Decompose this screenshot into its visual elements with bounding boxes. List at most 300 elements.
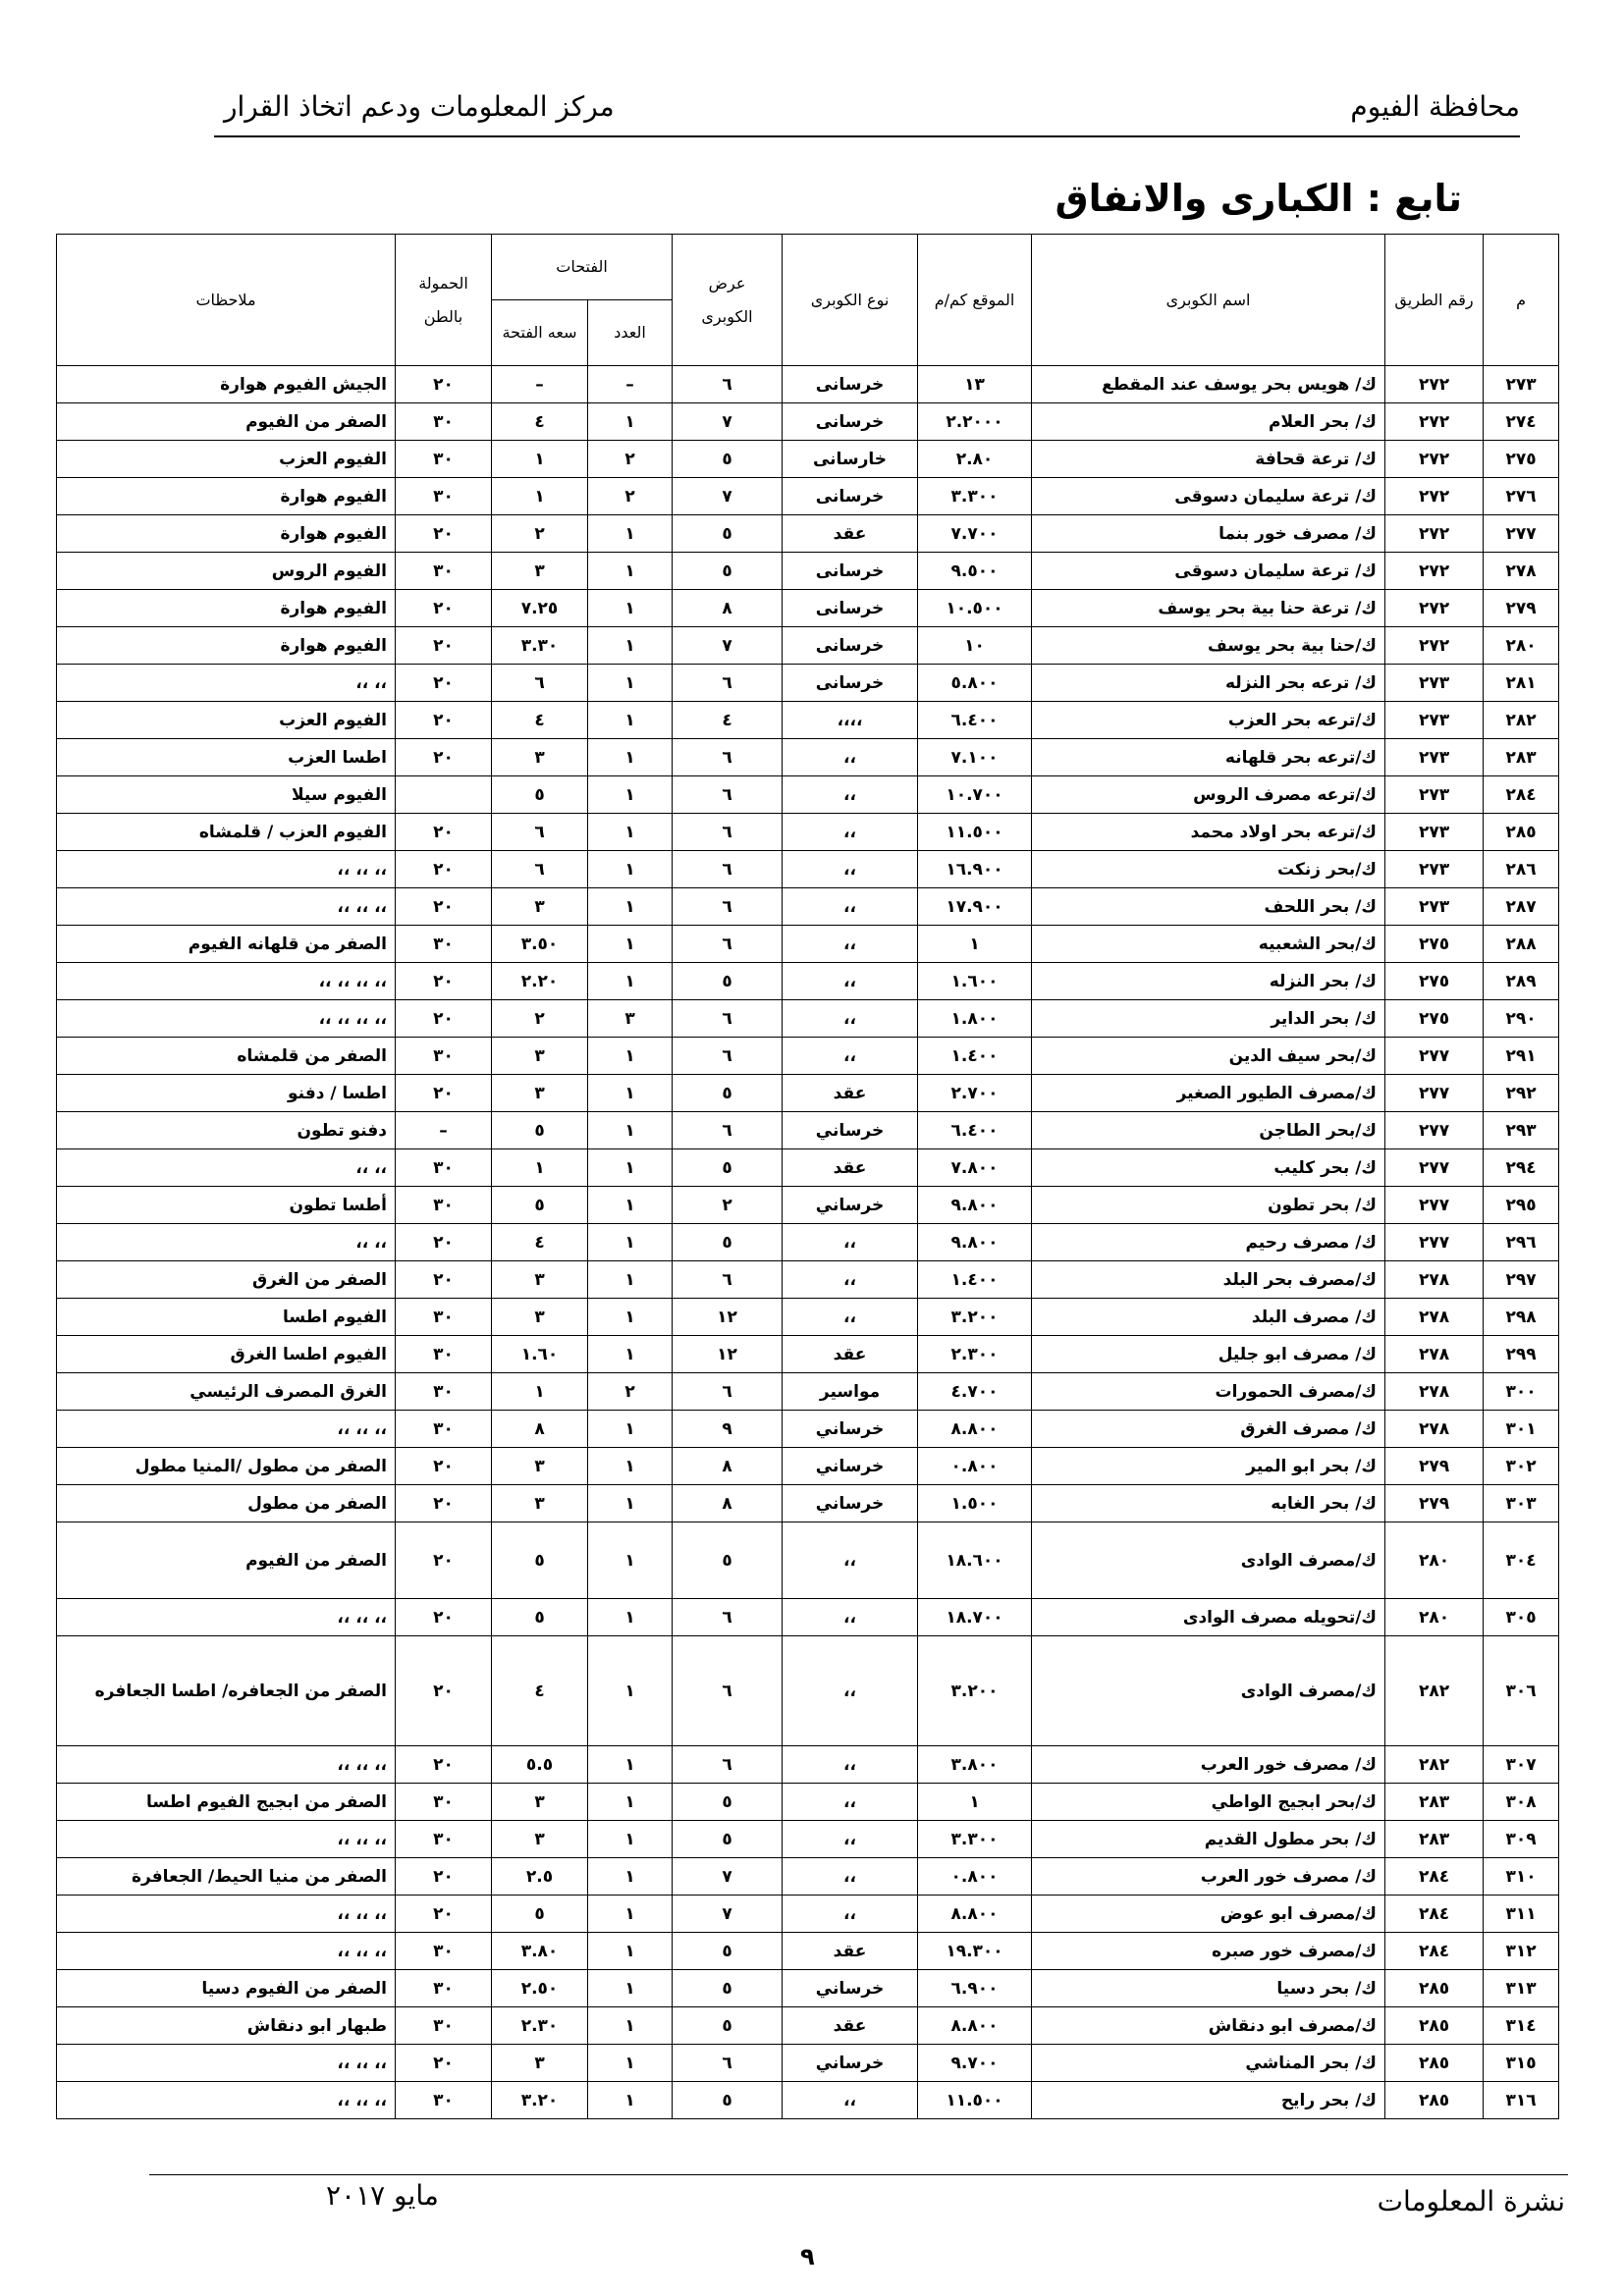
- cell-count: ١: [588, 665, 673, 702]
- cell-road: ٢٧٧: [1385, 1187, 1484, 1224]
- cell-location: ٦.٤٠٠: [918, 702, 1032, 739]
- cell-width: ٥: [673, 1149, 783, 1187]
- cell-road: ٢٧٣: [1385, 739, 1484, 776]
- cell-name: ك/ مصرف رحيم: [1032, 1224, 1385, 1261]
- cell-location: ٠.٨٠٠: [918, 1858, 1032, 1896]
- cell-count: ٢: [588, 478, 673, 515]
- cell-name: ك/ بحر اللحف: [1032, 888, 1385, 926]
- cell-notes: أطسا تطون: [57, 1187, 396, 1224]
- cell-width: ٥: [673, 963, 783, 1000]
- cell-road: ٢٧٥: [1385, 1000, 1484, 1038]
- cell-count: ٢: [588, 441, 673, 478]
- table-row: [57, 814, 1559, 851]
- cell-count: ١: [588, 1261, 673, 1299]
- cell-opening-width: ٥: [492, 1522, 588, 1599]
- cell-type: ،،: [783, 739, 918, 776]
- cell-load: ٢٠: [396, 1599, 492, 1636]
- cell-load: ٢٠: [396, 888, 492, 926]
- footer-bulletin-name: نشرة المعلومات: [1377, 2185, 1565, 2217]
- cell-opening-width: ٣: [492, 1821, 588, 1858]
- table-row: [57, 1933, 1559, 1970]
- table-row: [57, 1522, 1559, 1599]
- cell-load: ٢٠: [396, 515, 492, 553]
- cell-width: ٦: [673, 814, 783, 851]
- cell-road: ٢٧٧: [1385, 1038, 1484, 1075]
- cell-name: ك/ مصرف ابو جليل: [1032, 1336, 1385, 1373]
- cell-notes: الغرق المصرف الرئيسي: [57, 1373, 396, 1411]
- cell-name: ك/ مصرف خور العرب: [1032, 1746, 1385, 1784]
- table-row: [57, 1373, 1559, 1411]
- cell-road: ٢٧٩: [1385, 1485, 1484, 1522]
- cell-width: ٥: [673, 1224, 783, 1261]
- cell-notes: الصفر من مطول /المنيا مطول: [57, 1448, 396, 1485]
- cell-location: ١٠.٥٠٠: [918, 590, 1032, 627]
- cell-road: ٢٧٧: [1385, 1112, 1484, 1149]
- cell-width: ٥: [673, 2007, 783, 2045]
- cell-road: ٢٧٣: [1385, 851, 1484, 888]
- cell-notes: الصفر من ابجيج الفيوم اطسا: [57, 1784, 396, 1821]
- cell-opening-width: ٢: [492, 1000, 588, 1038]
- cell-name: ك/ بحر مطول القديم: [1032, 1821, 1385, 1858]
- cell-m: ٢٩٥: [1484, 1187, 1559, 1224]
- cell-location: ١: [918, 1784, 1032, 1821]
- cell-type: خرسانى: [783, 553, 918, 590]
- cell-road: ٢٨٤: [1385, 1858, 1484, 1896]
- cell-name: ك/ بحر رايح: [1032, 2082, 1385, 2119]
- cell-opening-width: ٣: [492, 2045, 588, 2082]
- cell-type: عقد: [783, 1149, 918, 1187]
- cell-opening-width: ٥: [492, 1112, 588, 1149]
- cell-load: ٢٠: [396, 590, 492, 627]
- cell-road: ٢٨٥: [1385, 1970, 1484, 2007]
- cell-width: ٢: [673, 1187, 783, 1224]
- cell-notes: الفيوم هوارة: [57, 627, 396, 665]
- cell-load: ٢٠: [396, 1858, 492, 1896]
- cell-location: ٨.٨٠٠: [918, 1896, 1032, 1933]
- cell-m: ٢٩٤: [1484, 1149, 1559, 1187]
- cell-name: ك/مصرف ابو دنقاش: [1032, 2007, 1385, 2045]
- cell-location: ٤.٧٠٠: [918, 1373, 1032, 1411]
- cell-notes: الصفر من مطول: [57, 1485, 396, 1522]
- cell-location: ١٠: [918, 627, 1032, 665]
- cell-load: –: [396, 1112, 492, 1149]
- cell-name: ك/بحر ابجيج الواطي: [1032, 1784, 1385, 1821]
- table-row: [57, 1224, 1559, 1261]
- cell-name: ك/حنا بية بحر يوسف: [1032, 627, 1385, 665]
- table-row: [57, 1187, 1559, 1224]
- cell-road: ٢٧٨: [1385, 1336, 1484, 1373]
- cell-road: ٢٨٢: [1385, 1746, 1484, 1784]
- cell-width: ٥: [673, 1970, 783, 2007]
- cell-width: ٦: [673, 1373, 783, 1411]
- cell-count: ١: [588, 1522, 673, 1599]
- cell-m: ٢٩٨: [1484, 1299, 1559, 1336]
- cell-notes: ،، ،، ،، ،،: [57, 963, 396, 1000]
- table-row: [57, 1636, 1559, 1746]
- table-row: [57, 851, 1559, 888]
- cell-notes: الفيوم العزب: [57, 441, 396, 478]
- cell-load: ٢٠: [396, 627, 492, 665]
- cell-road: ٢٧٧: [1385, 1224, 1484, 1261]
- cell-m: ٣٠٤: [1484, 1522, 1559, 1599]
- cell-count: ١: [588, 1599, 673, 1636]
- cell-road: ٢٨٥: [1385, 2007, 1484, 2045]
- col-header-notes: ملاحظات: [57, 235, 396, 366]
- cell-road: ٢٨٣: [1385, 1784, 1484, 1821]
- cell-count: ١: [588, 1224, 673, 1261]
- cell-load: ٢٠: [396, 1000, 492, 1038]
- cell-m: ٢٨٠: [1484, 627, 1559, 665]
- cell-count: ١: [588, 2007, 673, 2045]
- cell-name: ك/مصرف خور صبره: [1032, 1933, 1385, 1970]
- cell-location: ٨.٨٠٠: [918, 2007, 1032, 2045]
- cell-m: ٢٨٧: [1484, 888, 1559, 926]
- cell-count: ١: [588, 1896, 673, 1933]
- cell-width: ٥: [673, 2082, 783, 2119]
- cell-type: خرسانى: [783, 590, 918, 627]
- cell-width: ٦: [673, 1599, 783, 1636]
- cell-notes: الفيوم سيلا: [57, 776, 396, 814]
- cell-count: ١: [588, 515, 673, 553]
- cell-location: ١.٤٠٠: [918, 1261, 1032, 1299]
- cell-notes: اطسا / دفنو: [57, 1075, 396, 1112]
- table-row: [57, 963, 1559, 1000]
- cell-road: ٢٧٢: [1385, 366, 1484, 403]
- cell-count: ١: [588, 814, 673, 851]
- cell-m: ٢٧٥: [1484, 441, 1559, 478]
- cell-m: ٣١٢: [1484, 1933, 1559, 1970]
- cell-m: ٢٧٦: [1484, 478, 1559, 515]
- cell-location: ٧.٨٠٠: [918, 1149, 1032, 1187]
- cell-name: ك/ بحر النزله: [1032, 963, 1385, 1000]
- cell-location: ٣.٢٠٠: [918, 1299, 1032, 1336]
- cell-notes: ،، ،،: [57, 1149, 396, 1187]
- table-row: [57, 2007, 1559, 2045]
- cell-opening-width: ١.٦٠: [492, 1336, 588, 1373]
- cell-opening-width: ٥: [492, 1187, 588, 1224]
- cell-location: ٨.٨٠٠: [918, 1411, 1032, 1448]
- cell-m: ٢٩٧: [1484, 1261, 1559, 1299]
- cell-notes: اطسا العزب: [57, 739, 396, 776]
- table-row: [57, 1784, 1559, 1821]
- cell-type: ،،: [783, 926, 918, 963]
- cell-road: ٢٧٣: [1385, 776, 1484, 814]
- cell-type: ،،: [783, 1599, 918, 1636]
- cell-m: ٢٩٣: [1484, 1112, 1559, 1149]
- cell-width: ٤: [673, 702, 783, 739]
- cell-notes: الصفر من الغرق: [57, 1261, 396, 1299]
- cell-load: ٣٠: [396, 1821, 492, 1858]
- cell-m: ٢٧٨: [1484, 553, 1559, 590]
- cell-road: ٢٧٣: [1385, 888, 1484, 926]
- cell-opening-width: ٣.٢٠: [492, 2082, 588, 2119]
- cell-notes: ،، ،، ،،: [57, 1411, 396, 1448]
- table-row: [57, 478, 1559, 515]
- cell-load: ٣٠: [396, 478, 492, 515]
- cell-location: ٦.٩٠٠: [918, 1970, 1032, 2007]
- cell-width: ٥: [673, 1821, 783, 1858]
- cell-type: عقد: [783, 1075, 918, 1112]
- cell-type: خرسانى: [783, 366, 918, 403]
- cell-count: ١: [588, 702, 673, 739]
- cell-notes: ،، ،، ،،: [57, 1896, 396, 1933]
- cell-m: ٢٨٦: [1484, 851, 1559, 888]
- cell-opening-width: ٤: [492, 702, 588, 739]
- cell-m: ٢٧٤: [1484, 403, 1559, 441]
- cell-notes: الفيوم العزب: [57, 702, 396, 739]
- cell-opening-width: ٣: [492, 1261, 588, 1299]
- cell-opening-width: ٣.٣٠: [492, 627, 588, 665]
- cell-location: ٦.٤٠٠: [918, 1112, 1032, 1149]
- table-row: [57, 1821, 1559, 1858]
- cell-name: ك/تحويله مصرف الوادى: [1032, 1599, 1385, 1636]
- cell-name: ك/ مصرف خور بنما: [1032, 515, 1385, 553]
- cell-name: ك/ترعه بحر اولاد محمد: [1032, 814, 1385, 851]
- cell-type: خرساني: [783, 1448, 918, 1485]
- cell-type: خرساني: [783, 2045, 918, 2082]
- cell-width: ٥: [673, 553, 783, 590]
- cell-type: خرسانى: [783, 478, 918, 515]
- cell-load: ٣٠: [396, 1149, 492, 1187]
- cell-width: ٦: [673, 851, 783, 888]
- cell-road: ٢٧٥: [1385, 926, 1484, 963]
- cell-opening-width: ٦: [492, 665, 588, 702]
- cell-name: ك/ مصرف البلد: [1032, 1299, 1385, 1336]
- cell-location: ٩.٥٠٠: [918, 553, 1032, 590]
- cell-type: مواسير: [783, 1373, 918, 1411]
- cell-notes: ،، ،، ،،: [57, 1933, 396, 1970]
- cell-location: ١٦.٩٠٠: [918, 851, 1032, 888]
- cell-count: ١: [588, 1448, 673, 1485]
- cell-count: ١: [588, 2082, 673, 2119]
- cell-m: ٣٠٦: [1484, 1636, 1559, 1746]
- cell-load: ٢٠: [396, 739, 492, 776]
- cell-load: ٣٠: [396, 403, 492, 441]
- cell-name: ك/مصرف الحمورات: [1032, 1373, 1385, 1411]
- cell-road: ٢٧٣: [1385, 814, 1484, 851]
- col-header-width: عرض الكوبرى: [673, 235, 783, 366]
- cell-count: ١: [588, 627, 673, 665]
- col-header-m: م: [1484, 235, 1559, 366]
- cell-width: ٦: [673, 665, 783, 702]
- cell-load: ٢٠: [396, 702, 492, 739]
- cell-width: ٥: [673, 1784, 783, 1821]
- page-number: ٩: [800, 2243, 815, 2270]
- cell-count: ١: [588, 1746, 673, 1784]
- cell-width: ٥: [673, 1075, 783, 1112]
- cell-name: ك/ مصرف خور العرب: [1032, 1858, 1385, 1896]
- cell-type: ،،،،: [783, 702, 918, 739]
- cell-location: ٢.٨٠: [918, 441, 1032, 478]
- cell-road: ٢٧٨: [1385, 1299, 1484, 1336]
- cell-name: ك/ بحر الداير: [1032, 1000, 1385, 1038]
- cell-type: ،،: [783, 1299, 918, 1336]
- cell-m: ٢٩٦: [1484, 1224, 1559, 1261]
- cell-location: ٩.٧٠٠: [918, 2045, 1032, 2082]
- cell-m: ٢٧٧: [1484, 515, 1559, 553]
- cell-count: ١: [588, 1149, 673, 1187]
- cell-type: ،،: [783, 963, 918, 1000]
- cell-location: ١: [918, 926, 1032, 963]
- table-row: [57, 1970, 1559, 2007]
- cell-type: ،،: [783, 1896, 918, 1933]
- cell-location: ١٠.٧٠٠: [918, 776, 1032, 814]
- cell-width: ٧: [673, 403, 783, 441]
- cell-name: ك/ ترعة حنا بية بحر يوسف: [1032, 590, 1385, 627]
- table-row: [57, 1896, 1559, 1933]
- cell-count: –: [588, 366, 673, 403]
- cell-notes: ،، ،، ،،: [57, 1599, 396, 1636]
- cell-notes: ،، ،، ،،: [57, 851, 396, 888]
- cell-type: ،،: [783, 851, 918, 888]
- cell-type: ،،: [783, 1784, 918, 1821]
- cell-width: ٦: [673, 2045, 783, 2082]
- cell-type: خرساني: [783, 1411, 918, 1448]
- cell-m: ٣٠٢: [1484, 1448, 1559, 1485]
- cell-width: ٦: [673, 1746, 783, 1784]
- cell-notes: الصفر من قلهانه الفيوم: [57, 926, 396, 963]
- cell-load: ٣٠: [396, 553, 492, 590]
- table-row: [57, 739, 1559, 776]
- cell-name: ك/ بحر ابو المير: [1032, 1448, 1385, 1485]
- cell-notes: الفيوم العزب / قلمشاه: [57, 814, 396, 851]
- cell-m: ٣١٣: [1484, 1970, 1559, 2007]
- cell-width: ٧: [673, 1858, 783, 1896]
- cell-notes: ،، ،،: [57, 665, 396, 702]
- cell-load: ٢٠: [396, 1896, 492, 1933]
- cell-opening-width: ٤: [492, 403, 588, 441]
- cell-width: ٩: [673, 1411, 783, 1448]
- cell-count: ١: [588, 553, 673, 590]
- cell-opening-width: ٥.٥: [492, 1746, 588, 1784]
- cell-width: ٦: [673, 1636, 783, 1746]
- cell-location: ٢.٢٠٠٠: [918, 403, 1032, 441]
- cell-road: ٢٧٢: [1385, 515, 1484, 553]
- cell-width: ٦: [673, 739, 783, 776]
- cell-location: ١.٨٠٠: [918, 1000, 1032, 1038]
- table-row: [57, 1485, 1559, 1522]
- cell-m: ٢٧٩: [1484, 590, 1559, 627]
- cell-type: ،،: [783, 1224, 918, 1261]
- cell-load: ٢٠: [396, 1448, 492, 1485]
- cell-load: ٢٠: [396, 851, 492, 888]
- cell-load: ٣٠: [396, 1970, 492, 2007]
- cell-location: ١٣: [918, 366, 1032, 403]
- cell-opening-width: ٣: [492, 1448, 588, 1485]
- cell-count: ١: [588, 1411, 673, 1448]
- cell-m: ٢٩٩: [1484, 1336, 1559, 1373]
- cell-width: ٥: [673, 1522, 783, 1599]
- cell-type: خرساني: [783, 1485, 918, 1522]
- cell-notes: الصفر من الجعافره/ اطسا الجعافره: [57, 1636, 396, 1746]
- cell-opening-width: ١: [492, 441, 588, 478]
- cell-load: ٣٠: [396, 1336, 492, 1373]
- cell-type: خرسانى: [783, 665, 918, 702]
- cell-notes: الفيوم هوارة: [57, 478, 396, 515]
- cell-width: ١٢: [673, 1299, 783, 1336]
- cell-load: ٢٠: [396, 1075, 492, 1112]
- cell-name: ك/مصرف الطيور الصغير: [1032, 1075, 1385, 1112]
- cell-location: ١١.٥٠٠: [918, 2082, 1032, 2119]
- cell-type: ،،: [783, 888, 918, 926]
- cell-road: ٢٧٢: [1385, 590, 1484, 627]
- header-governorate: محافظة الفيوم: [1350, 90, 1520, 123]
- cell-m: ٣١٠: [1484, 1858, 1559, 1896]
- cell-load: ٢٠: [396, 1636, 492, 1746]
- cell-count: ١: [588, 851, 673, 888]
- cell-load: ٢٠: [396, 1261, 492, 1299]
- cell-m: ٢٨٥: [1484, 814, 1559, 851]
- table-row: [57, 776, 1559, 814]
- cell-road: ٢٧٨: [1385, 1411, 1484, 1448]
- cell-location: ٩.٨٠٠: [918, 1224, 1032, 1261]
- cell-name: ك/بحر الطاجن: [1032, 1112, 1385, 1149]
- page-title: تابع : الكبارى والانفاق: [1055, 177, 1462, 220]
- cell-type: خرسانى: [783, 627, 918, 665]
- cell-location: ٧.٧٠٠: [918, 515, 1032, 553]
- cell-opening-width: ١: [492, 478, 588, 515]
- cell-road: ٢٨٥: [1385, 2045, 1484, 2082]
- cell-count: ١: [588, 1858, 673, 1896]
- cell-location: ٢.٧٠٠: [918, 1075, 1032, 1112]
- cell-notes: ،، ،، ،،: [57, 1821, 396, 1858]
- cell-width: ٧: [673, 627, 783, 665]
- cell-m: ٣٠٠: [1484, 1373, 1559, 1411]
- cell-name: ك/ ترعه بحر النزله: [1032, 665, 1385, 702]
- table-row: [57, 441, 1559, 478]
- cell-opening-width: ٣: [492, 1784, 588, 1821]
- cell-m: ٣٠٩: [1484, 1821, 1559, 1858]
- cell-load: ٢٠: [396, 665, 492, 702]
- table-row: [57, 1038, 1559, 1075]
- cell-width: ٦: [673, 1261, 783, 1299]
- header-rule: [214, 135, 1520, 137]
- cell-load: ٢٠: [396, 366, 492, 403]
- cell-count: ١: [588, 590, 673, 627]
- cell-type: خرساني: [783, 1112, 918, 1149]
- cell-name: ك/ بحر المناشي: [1032, 2045, 1385, 2082]
- cell-location: ١٧.٩٠٠: [918, 888, 1032, 926]
- cell-width: ٧: [673, 478, 783, 515]
- cell-count: ١: [588, 1075, 673, 1112]
- cell-count: ١: [588, 403, 673, 441]
- cell-location: ١.٤٠٠: [918, 1038, 1032, 1075]
- cell-notes: الصفر من منيا الحيط/ الجعافرة: [57, 1858, 396, 1896]
- cell-load: ٣٠: [396, 1187, 492, 1224]
- cell-load: ٣٠: [396, 1784, 492, 1821]
- table-row: [57, 515, 1559, 553]
- table-row: [57, 1746, 1559, 1784]
- cell-opening-width: ٣.٥٠: [492, 926, 588, 963]
- cell-road: ٢٧٨: [1385, 1373, 1484, 1411]
- col-header-road: رقم الطريق: [1385, 235, 1484, 366]
- table-row: [57, 1299, 1559, 1336]
- table-row: [57, 1411, 1559, 1448]
- cell-m: ٣٠٥: [1484, 1599, 1559, 1636]
- cell-opening-width: ٥: [492, 1599, 588, 1636]
- table-row: [57, 1075, 1559, 1112]
- cell-road: ٢٧٢: [1385, 553, 1484, 590]
- table-row: [57, 1149, 1559, 1187]
- cell-type: ،،: [783, 1038, 918, 1075]
- table-row: [57, 1858, 1559, 1896]
- cell-notes: الصفر من الفيوم: [57, 1522, 396, 1599]
- cell-road: ٢٨٢: [1385, 1636, 1484, 1746]
- cell-opening-width: ٢.٢٠: [492, 963, 588, 1000]
- cell-load: ٢٠: [396, 1224, 492, 1261]
- cell-m: ٢٧٣: [1484, 366, 1559, 403]
- cell-count: ١: [588, 2045, 673, 2082]
